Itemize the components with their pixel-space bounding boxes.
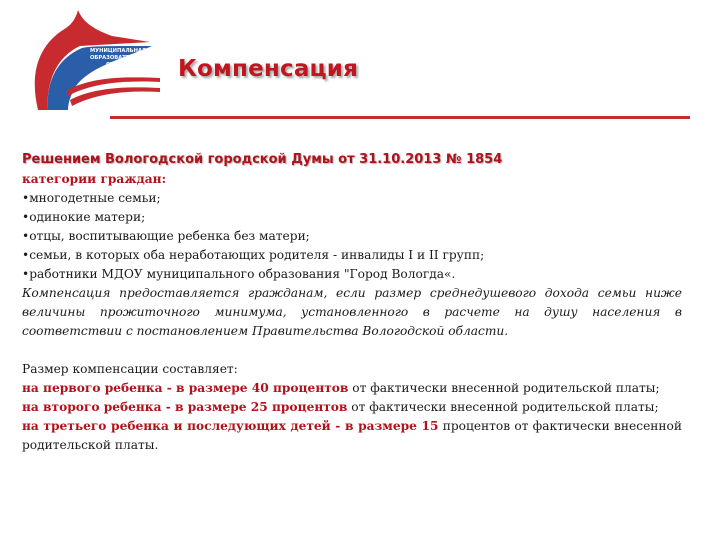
compensation-first-amount: на первого ребенка - в размере 40 процентов <box>22 381 349 395</box>
logo-text-line-1: МУНИЦИПАЛЬНАЯ <box>90 48 146 54</box>
compensation-third-amount: на третьего ребенка и последующих детей - в размере 15 <box>22 419 439 433</box>
logo-emblem <box>20 6 170 114</box>
logo-text-line-4: ВОЛОГДЫ <box>106 69 137 75</box>
list-item: •многодетные семьи; <box>22 191 161 205</box>
categories-heading: категории граждан: <box>22 172 167 186</box>
decision-heading: Решением Вологодской городской Думы от 31.10.2013 № 1854 <box>22 152 503 167</box>
list-item: •отцы, воспитывающие ребенка без матери; <box>22 229 310 243</box>
compensation-second <box>22 398 682 417</box>
logo-text-line-3: СИСТЕМА <box>106 62 135 68</box>
header-divider <box>110 116 690 119</box>
compensation-third-rest: процентов от фактически внесенной родительской платы. <box>22 419 682 452</box>
main-content <box>22 150 682 455</box>
compensation-second-amount: на второго ребенка - в размере 25 процентов <box>22 400 348 414</box>
logo-text-line-2: ОБРАЗОВАТЕЛЬНАЯ <box>90 55 150 61</box>
list-item: •семьи, в которых оба неработающих родителя - инвалиды I и II групп; <box>22 248 485 262</box>
list-item: •работники МДОУ муниципального образования "Город Вологда«. <box>22 267 456 281</box>
eligibility-note: Компенсация предоставляется гражданам, если размер среднедушевого дохода семьи ниже величины прожиточного минимума, установленного в расчете на душу населения в соответствии с постановлением Правительства Вологодской области. <box>22 286 682 338</box>
compensation-second-rest: от фактически внесенной родительской платы; <box>347 400 659 414</box>
spacer <box>22 341 682 360</box>
compensation-first-rest: от фактически внесенной родительской платы; <box>348 381 660 395</box>
compensation-intro: Размер компенсации составляет: <box>22 362 238 376</box>
list-item: •одинокие матери; <box>22 210 146 224</box>
page-title: Компенсация <box>178 56 359 82</box>
logo <box>20 6 170 114</box>
compensation-third <box>22 417 682 455</box>
compensation-first <box>22 379 682 398</box>
